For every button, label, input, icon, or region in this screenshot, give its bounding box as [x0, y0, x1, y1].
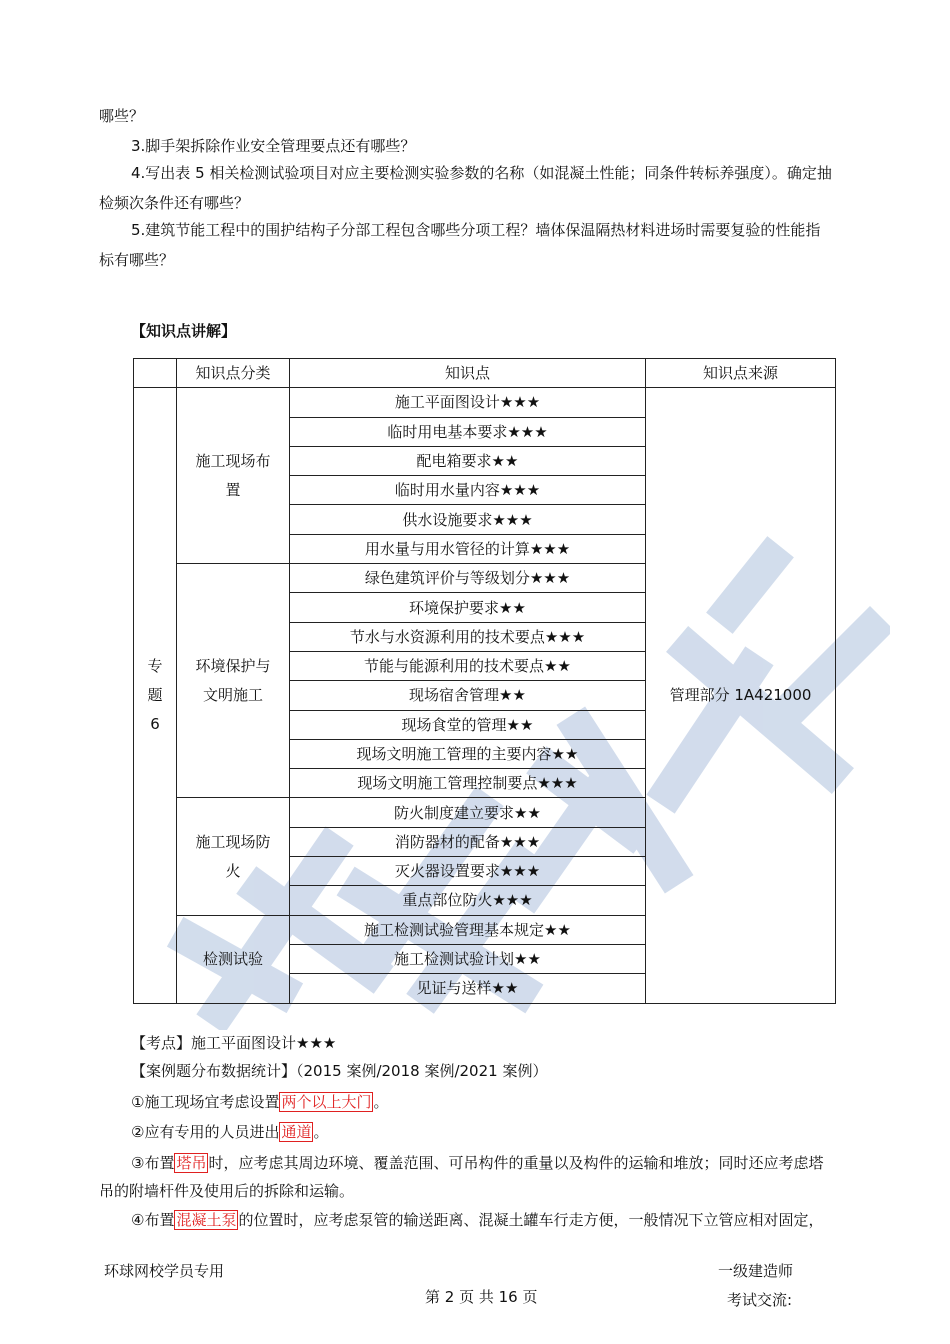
knowledge-point: 灭火器设置要求★★★: [290, 857, 646, 886]
source-cell: 管理部分 1A421000: [646, 388, 836, 1003]
section-heading: 【知识点讲解】: [131, 322, 237, 340]
knowledge-point: 节水与水资源利用的技术要点★★★: [290, 622, 646, 651]
topic-char: 题: [147, 685, 163, 704]
point-text: ③布置: [131, 1154, 175, 1172]
knowledge-point: 供水设施要求★★★: [290, 505, 646, 534]
knowledge-point: 施工检测试验管理基本规定★★: [290, 915, 646, 944]
knowledge-point: 现场文明施工管理的主要内容★★: [290, 739, 646, 768]
header-point: 知识点: [290, 359, 646, 388]
knowledge-point: 施工平面图设计★★★: [290, 388, 646, 417]
kaodian-line: [131, 1033, 868, 1053]
category-text: 检测试验: [202, 950, 263, 969]
intro-line: 4.写出表 5 相关检测试验项目对应主要检测实验参数的名称（如混凝土性能；同条件转标养强度）。确定抽: [131, 164, 832, 182]
category-text: 施工现场布: [195, 451, 271, 470]
point-text: 的位置时，应考虑泵管的输送距离、混凝土罐车行走方便，一般情况下立管应相对固定，: [238, 1211, 824, 1229]
header-blank: [134, 359, 177, 388]
point-text: 。: [313, 1123, 329, 1141]
category-text: 置: [225, 480, 241, 499]
knowledge-point: 临时用电基本要求★★★: [290, 417, 646, 446]
topic-char: 6: [150, 714, 160, 733]
knowledge-point: 现场文明施工管理控制要点★★★: [290, 769, 646, 798]
table-row: [134, 388, 836, 417]
category-cell: [177, 564, 290, 798]
category-text: 施工现场防: [195, 832, 271, 851]
topic-cell: [134, 388, 177, 1003]
header-category: 知识点分类: [177, 359, 290, 388]
footer-exchange: 考试交流:: [727, 1291, 793, 1309]
category-cell: [177, 915, 290, 1003]
intro-line: 3.脚手架拆除作业安全管理要点还有哪些？: [131, 137, 416, 155]
footer-right: 一级建造师: [718, 1262, 794, 1280]
point-text: ④布置: [131, 1211, 175, 1229]
category-text: 环境保护与: [195, 656, 271, 675]
point-text: ①施工现场宜考虑设置: [131, 1093, 280, 1111]
knowledge-table: [133, 358, 836, 1004]
knowledge-point: 重点部位防火★★★: [290, 886, 646, 915]
category-text: 火: [225, 861, 241, 880]
point-text: ②应有专用的人员进出: [131, 1123, 280, 1141]
kaodian-text: 施工平面图设计★★★: [191, 1034, 337, 1052]
intro-line: 哪些？: [99, 107, 145, 125]
knowledge-point: 消防器材的配备★★★: [290, 827, 646, 856]
knowledge-point: 节能与能源利用的技术要点★★: [290, 651, 646, 680]
table-header-row: [134, 359, 836, 388]
category-text: 文明施工: [202, 685, 263, 704]
knowledge-point: 绿色建筑评价与等级划分★★★: [290, 564, 646, 593]
point-3: [131, 1153, 868, 1173]
point-1: [131, 1092, 868, 1112]
knowledge-point: 临时用水量内容★★★: [290, 476, 646, 505]
header-source: 知识点来源: [646, 359, 836, 388]
point-4: [131, 1210, 868, 1230]
intro-line: 检频次条件还有哪些？: [99, 194, 250, 212]
knowledge-point: 施工检测试验计划★★: [290, 944, 646, 973]
knowledge-point: 现场食堂的管理★★: [290, 710, 646, 739]
point-2: [131, 1122, 868, 1142]
highlight-box: 通道: [281, 1123, 312, 1141]
stats-text: （2015 案例/2018 案例/2021 案例）: [296, 1062, 548, 1080]
highlight-box: 混凝土泵: [176, 1211, 237, 1229]
knowledge-point: 防火制度建立要求★★: [290, 798, 646, 827]
stats-line: [131, 1061, 868, 1081]
point-3-continued: 吊的附墙杆件及使用后的拆除和运输。: [99, 1182, 355, 1200]
highlight-box: 塔吊: [176, 1154, 207, 1172]
category-cell: [177, 798, 290, 915]
kaodian-label: 【考点】: [131, 1034, 192, 1052]
intro-line: 5.建筑节能工程中的围护结构子分部工程包含哪些分项工程？墙体保温隔热材料进场时需要复验的性能指: [131, 221, 821, 239]
footer-left: 环球网校学员专用: [104, 1262, 225, 1280]
knowledge-point: 配电箱要求★★: [290, 446, 646, 475]
knowledge-point: 环境保护要求★★: [290, 593, 646, 622]
stats-label: 【案例题分布数据统计】: [131, 1062, 297, 1080]
intro-line: 标有哪些？: [99, 251, 175, 269]
point-text: 。: [373, 1093, 389, 1111]
highlight-box: 两个以上大门: [281, 1093, 372, 1111]
knowledge-point: 现场宿舍管理★★: [290, 681, 646, 710]
topic-char: 专: [147, 656, 163, 675]
knowledge-point: 见证与送样★★: [290, 974, 646, 1003]
knowledge-point: 用水量与用水管径的计算★★★: [290, 534, 646, 563]
point-text: 时，应考虑其周边环境、覆盖范围、可吊构件的重量以及构件的运输和堆放；同时还应考虑塔: [208, 1154, 824, 1172]
category-cell: [177, 388, 290, 564]
page-number: 第 2 页 共 16 页: [425, 1288, 538, 1306]
